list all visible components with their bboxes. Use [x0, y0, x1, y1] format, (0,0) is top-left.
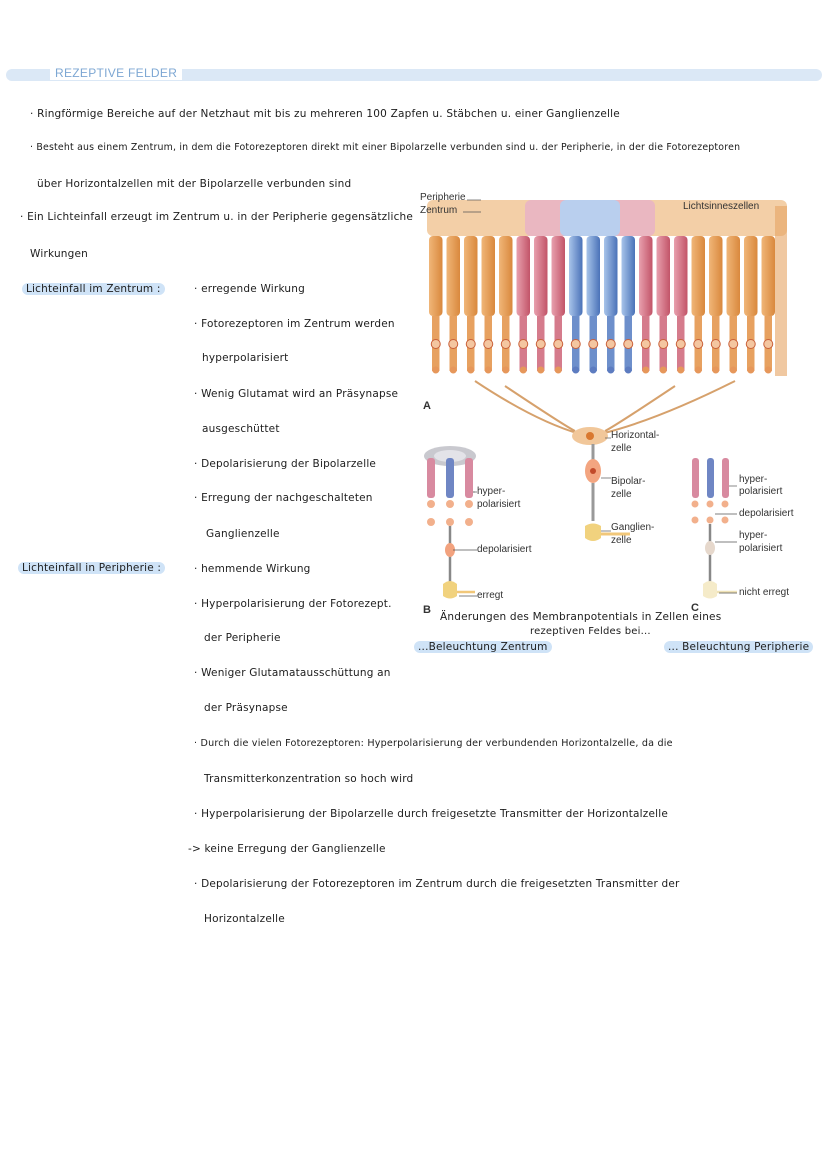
receptor-columns — [429, 236, 775, 371]
label-b-erregt: erregt — [477, 590, 504, 601]
retina-figure — [415, 186, 815, 646]
receptor-nucleus — [589, 340, 598, 349]
receptor-outer-segment — [517, 236, 531, 316]
zentrum-line: · Wenig Glutamat wird an Präsynapse — [194, 388, 399, 400]
receptor-nucleus — [624, 340, 633, 349]
receptor-terminal — [555, 367, 562, 374]
zentrum-line: · Depolarisierung der Bipolarzelle — [194, 458, 377, 470]
receptor-outer-segment — [429, 236, 443, 316]
label-panel-b: B — [423, 604, 431, 616]
receptor-nucleus — [431, 340, 440, 349]
intro-line-4: · Ein Lichteinfall erzeugt im Zentrum u. in der Peripherie gegensätzliche — [20, 211, 414, 223]
label-b-depol: depolarisiert — [477, 544, 532, 555]
receptor-nucleus — [676, 340, 685, 349]
figure-caption: Änderungen des Membranpotentials in Zellen eines — [440, 611, 722, 623]
receptor-terminal — [677, 367, 684, 374]
peripherie-line: Transmitterkonzentration so hoch wird — [204, 773, 414, 785]
intro-line-5: Wirkungen — [30, 248, 89, 260]
receptor-terminal — [590, 367, 597, 374]
label-b-hyper: polarisiert — [477, 499, 521, 510]
label-bipolar: zelle — [611, 489, 632, 500]
receptor-outer-segment — [604, 236, 618, 316]
receptor-terminal — [607, 367, 614, 374]
peripherie-line: · Weniger Glutamatausschüttung an — [194, 667, 391, 679]
receptor-nucleus — [449, 340, 458, 349]
label-b-hyper: hyper- — [477, 486, 506, 497]
peripherie-heading: Lichteinfall in Peripherie : — [18, 562, 165, 574]
zentrum-line: · Erregung der nachgeschalteten — [194, 492, 373, 504]
zentrum-heading: Lichteinfall im Zentrum : — [22, 283, 165, 295]
receptor-nucleus — [519, 340, 528, 349]
label-c-hyper: polarisiert — [739, 486, 783, 497]
receptor-terminal — [485, 367, 492, 374]
receptor-nucleus — [641, 340, 650, 349]
receptor-outer-segment — [534, 236, 548, 316]
receptor-outer-segment — [709, 236, 723, 316]
zentrum-line: Ganglienzelle — [206, 528, 280, 540]
label-c-nicht: nicht erregt — [739, 587, 790, 598]
receptor-nucleus — [764, 340, 773, 349]
label-c-depol: depolarisiert — [739, 508, 794, 519]
receptor-nucleus — [466, 340, 475, 349]
receptor-nucleus — [536, 340, 545, 349]
receptor-outer-segment — [657, 236, 671, 316]
receptor-terminal — [502, 367, 509, 374]
label-horizontal: Horizontal- — [611, 430, 660, 441]
receptor-outer-segment — [587, 236, 601, 316]
receptor-outer-segment — [639, 236, 653, 316]
figure-caption: rezeptiven Feldes bei... — [530, 626, 651, 637]
receptor-terminal — [712, 367, 719, 374]
receptor-terminal — [450, 367, 457, 374]
neuron-layer — [431, 340, 773, 374]
intro-line-1: · Ringförmige Bereiche auf der Netzhaut mit bis zu mehreren 100 Zapfen u. Stäbchen u. einer Ganglienzelle — [30, 108, 620, 120]
receptor-terminal — [765, 367, 772, 374]
panel-c — [692, 458, 738, 599]
receptor-terminal — [660, 367, 667, 374]
receptor-terminal — [642, 367, 649, 374]
receptor-nucleus — [694, 340, 703, 349]
receptor-nucleus — [501, 340, 510, 349]
peripherie-line: · Depolarisierung der Fotorezeptoren im Zentrum durch die freigesetzten Transmitter der — [194, 878, 680, 890]
receptor-terminal — [730, 367, 737, 374]
label-peripherie: Peripherie — [420, 192, 466, 203]
receptor-terminal — [695, 367, 702, 374]
panel-b — [424, 446, 476, 599]
peripherie-line: der Peripherie — [204, 632, 281, 644]
receptor-terminal — [520, 367, 527, 374]
receptor-outer-segment — [447, 236, 461, 316]
zentrum-line: · erregende Wirkung — [194, 283, 305, 295]
receptor-terminal — [572, 367, 579, 374]
peripherie-line: -> keine Erregung der Ganglienzelle — [188, 843, 386, 855]
receptor-terminal — [747, 367, 754, 374]
peripherie-line: der Präsynapse — [204, 702, 288, 714]
receptor-outer-segment — [744, 236, 758, 316]
receptor-outer-segment — [674, 236, 688, 316]
receptor-outer-segment — [727, 236, 741, 316]
peripherie-line: · hemmende Wirkung — [194, 563, 311, 575]
receptor-outer-segment — [464, 236, 478, 316]
label-c-hyper: polarisiert — [739, 543, 783, 554]
caption-b: ...Beleuchtung Zentrum — [414, 641, 552, 653]
label-zentrum: Zentrum — [420, 205, 458, 216]
receptor-nucleus — [711, 340, 720, 349]
peripherie-line: · Hyperpolarisierung der Bipolarzelle durch freigesetzte Transmitter der Horizontalzelle — [194, 808, 669, 820]
receptor-terminal — [537, 367, 544, 374]
intro-line-3: über Horizontalzellen mit der Bipolarzelle verbunden sind — [37, 178, 352, 190]
receptor-nucleus — [746, 340, 755, 349]
receptor-outer-segment — [552, 236, 566, 316]
peripherie-line: · Durch die vielen Fotorezeptoren: Hyperpolarisierung der verbundenden Horizontalzelle, da die — [194, 738, 673, 749]
receptor-outer-segment — [499, 236, 513, 316]
receptor-nucleus — [571, 340, 580, 349]
receptor-outer-segment — [622, 236, 636, 316]
retina-diagram — [415, 186, 815, 646]
receptor-terminal — [432, 367, 439, 374]
label-c-hyper: hyper- — [739, 474, 768, 485]
peripherie-line: Horizontalzelle — [204, 913, 285, 925]
receptor-terminal — [625, 367, 632, 374]
ganglion-cell — [585, 524, 601, 542]
label-horizontal: zelle — [611, 443, 632, 454]
zentrum-line: ausgeschüttet — [202, 423, 280, 435]
receptor-outer-segment — [482, 236, 496, 316]
label-bipolar: Bipolar- — [611, 476, 646, 487]
receptor-nucleus — [729, 340, 738, 349]
receptor-outer-segment — [692, 236, 706, 316]
page-title: REZEPTIVE FELDER — [50, 66, 182, 80]
caption-c: ... Beleuchtung Peripherie — [664, 641, 813, 653]
receptor-nucleus — [484, 340, 493, 349]
label-panel-c: C — [691, 602, 699, 614]
zentrum-line: · Fotorezeptoren im Zentrum werden — [194, 318, 395, 330]
label-c-hyper: hyper- — [739, 530, 768, 541]
label-ganglien: Ganglien- — [611, 522, 655, 533]
receptor-outer-segment — [762, 236, 776, 316]
block-side — [775, 206, 787, 376]
label-panel-a: A — [423, 400, 431, 412]
receptor-nucleus — [659, 340, 668, 349]
receptor-nucleus — [606, 340, 615, 349]
zentrum-line: hyperpolarisiert — [202, 352, 289, 364]
receptor-outer-segment — [569, 236, 583, 316]
label-lichtsinneszellen: Lichtsinneszellen — [683, 201, 760, 212]
peripherie-line: · Hyperpolarisierung der Fotorezept. — [194, 598, 392, 610]
label-ganglien: zelle — [611, 535, 632, 546]
intro-line-2: · Besteht aus einem Zentrum, in dem die Fotorezeptoren direkt mit einer Bipolarzelle verbunden sind u. der Peripherie, in der die Fotorezeptoren — [30, 142, 741, 153]
receptor-terminal — [467, 367, 474, 374]
receptor-nucleus — [554, 340, 563, 349]
